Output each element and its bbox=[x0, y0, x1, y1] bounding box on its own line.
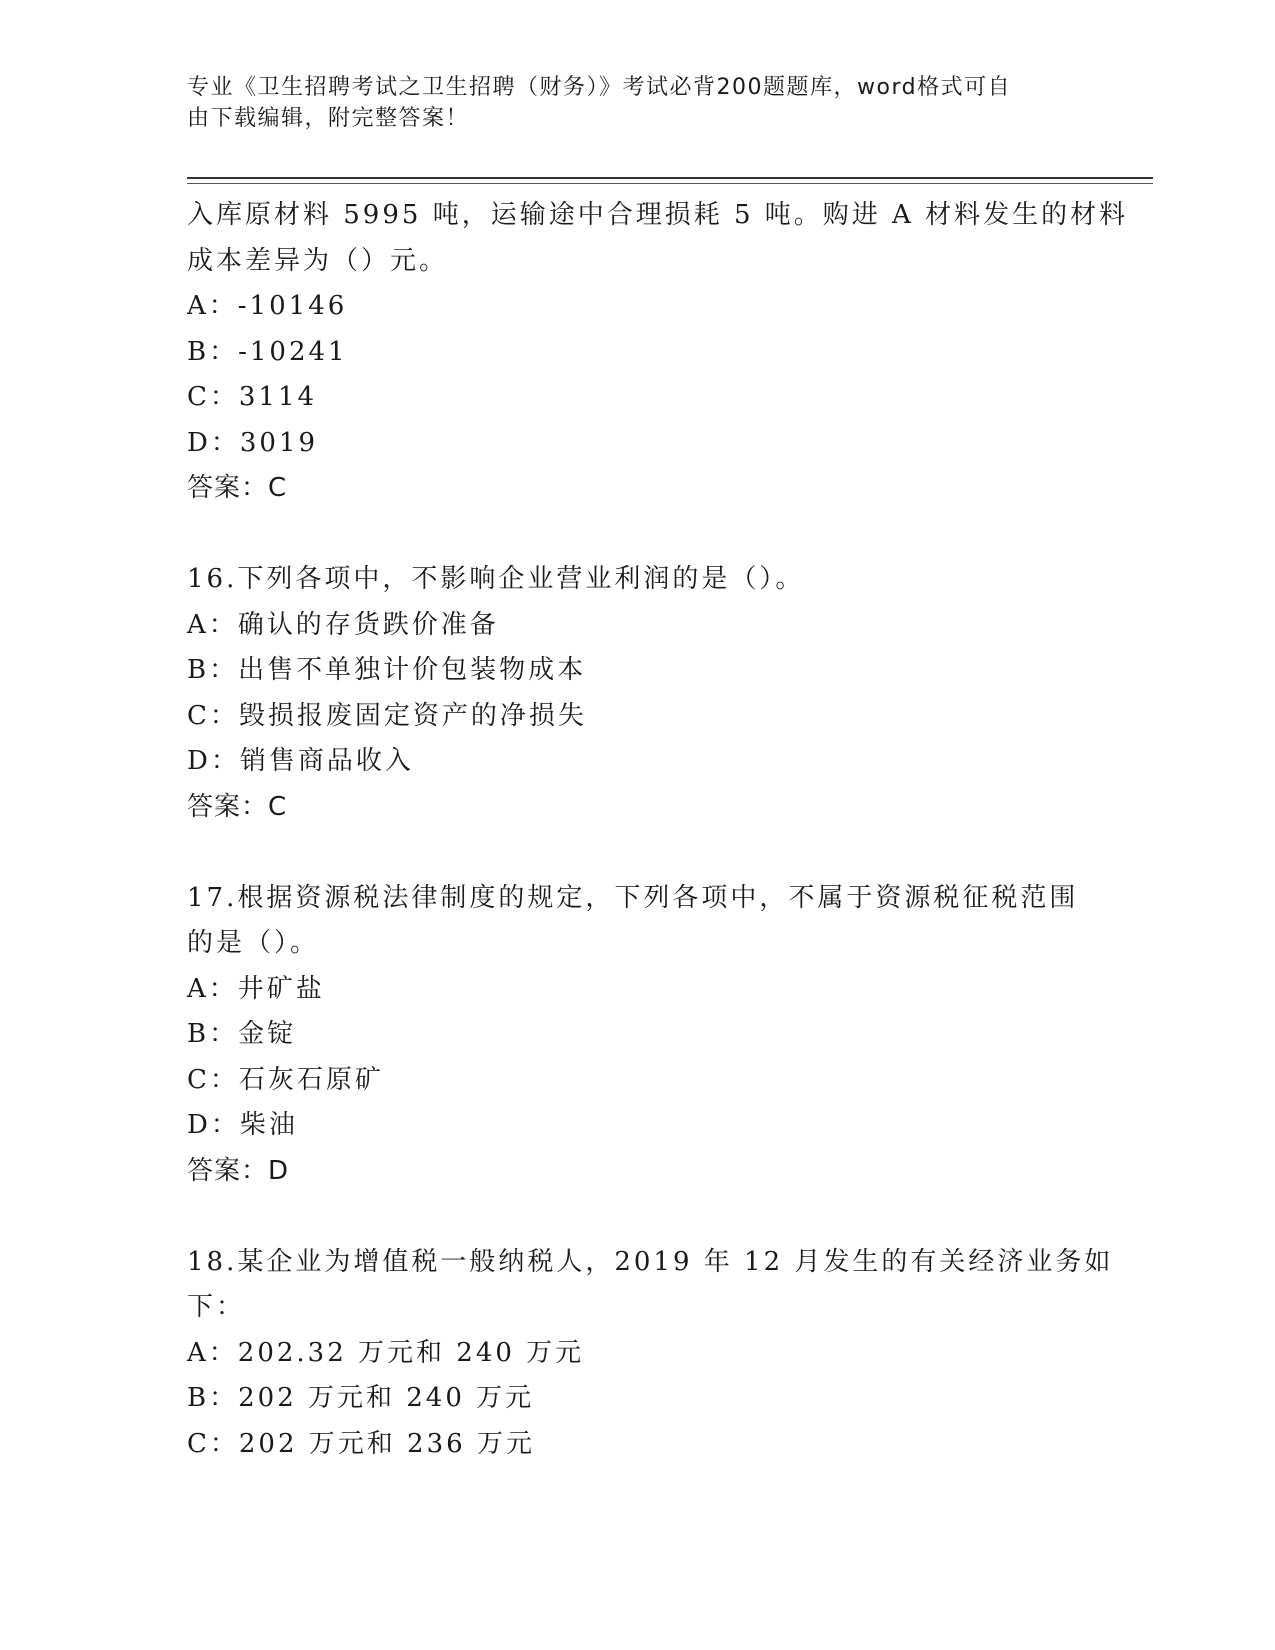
question-15 bbox=[187, 193, 1129, 512]
option-c: C：202 万元和 236 万元 bbox=[187, 1428, 535, 1459]
document-title bbox=[187, 72, 1067, 134]
option-c: C：石灰石原矿 bbox=[187, 1064, 384, 1095]
spacer bbox=[187, 512, 1087, 558]
question-stem-line: 入库原材料 5995 吨，运输途中合理损耗 5 吨。购进 A 材料发生的材料 bbox=[187, 200, 1129, 230]
option-d: D：销售商品收入 bbox=[187, 746, 414, 776]
answer-line: 答案：D bbox=[187, 1155, 290, 1186]
option-b: B：-10241 bbox=[187, 336, 348, 367]
question-stem-line: 的是（）。 bbox=[187, 928, 320, 958]
question-stem-line: 下： bbox=[187, 1292, 246, 1322]
option-b: B：金锭 bbox=[187, 1019, 297, 1049]
title-line-2: 由下载编辑，附完整答案！ bbox=[187, 106, 470, 131]
option-a: A：-10146 bbox=[187, 291, 348, 321]
answer-line: 答案：C bbox=[187, 473, 288, 503]
spacer bbox=[187, 830, 1087, 876]
option-c: C：3114 bbox=[187, 382, 318, 412]
spacer bbox=[187, 1194, 1087, 1240]
option-b: B：出售不单独计价包装物成本 bbox=[187, 655, 587, 685]
answer-line: 答案：C bbox=[187, 791, 288, 822]
question-stem-line: 18.某企业为增值税一般纳税人，2019 年 12 月发生的有关经济业务如 bbox=[187, 1246, 1114, 1277]
option-a: A：202.32 万元和 240 万元 bbox=[187, 1337, 585, 1368]
option-b: B：202 万元和 240 万元 bbox=[187, 1383, 535, 1413]
title-line-1: 专业《卫生招聘考试之卫生招聘（财务）》考试必背200题题库，word格式可自 bbox=[187, 75, 1012, 100]
question-stem-line: 成本差异为（）元。 bbox=[187, 245, 449, 276]
header-divider-thick bbox=[187, 177, 1153, 179]
option-d: D：柴油 bbox=[187, 1110, 298, 1140]
question-18 bbox=[187, 1240, 1114, 1468]
option-a: A：确认的存货跌价准备 bbox=[187, 609, 499, 640]
option-c: C：毁损报废固定资产的净损失 bbox=[187, 700, 587, 731]
option-d: D：3019 bbox=[187, 427, 319, 458]
option-a: A：井矿盐 bbox=[187, 973, 325, 1004]
question-16 bbox=[187, 557, 1087, 830]
question-stem-line: 17.根据资源税法律制度的规定，下列各项中，不属于资源税征税范围 bbox=[187, 882, 1079, 913]
question-content bbox=[187, 193, 1129, 1467]
header-divider-thin bbox=[187, 183, 1153, 184]
question-17 bbox=[187, 876, 1087, 1195]
question-stem-line: 16.下列各项中，不影响企业营业利润的是（）。 bbox=[187, 564, 805, 594]
